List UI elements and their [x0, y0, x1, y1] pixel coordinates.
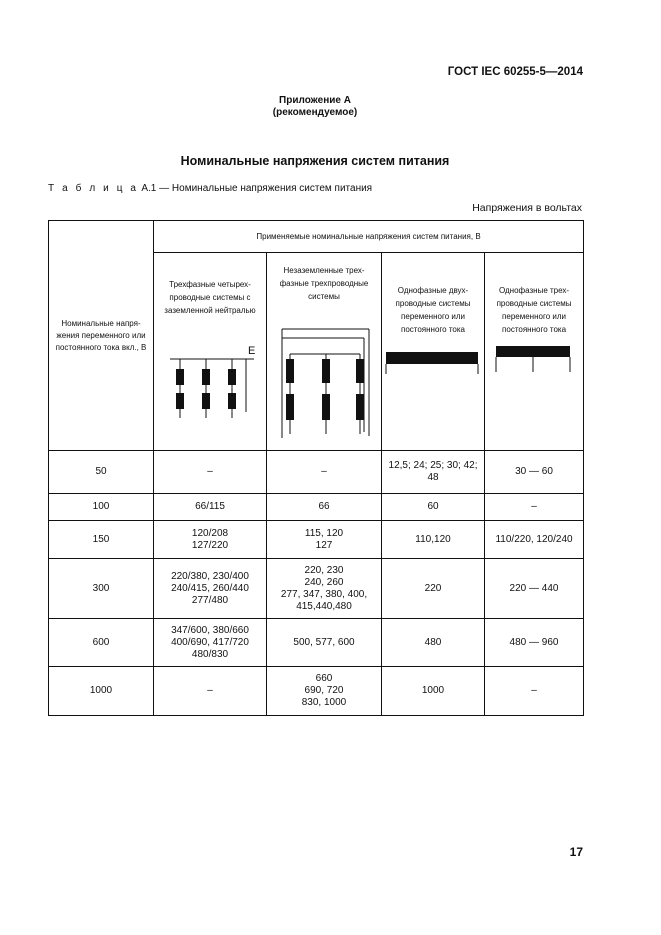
cell-single-phase-two-wire: 480 [382, 619, 485, 667]
cell-three-phase-four-wire: – [154, 451, 267, 494]
cell-three-phase-four-wire: 120/208 127/220 [154, 521, 267, 559]
cell-three-phase-three-wire: 220, 230 240, 260 277, 347, 380, 400, 415,440,480 [267, 559, 382, 619]
cell-three-phase-four-wire: 66/115 [154, 494, 267, 521]
table-row [49, 667, 584, 716]
table-caption-prefix: Т а б л и ц а [48, 183, 139, 194]
column-title: Трехфазные четырех-проводные системы с заземленной нейтралью [164, 280, 256, 315]
cell-three-phase-three-wire: 660 690, 720 830, 1000 [267, 667, 382, 716]
table-row [49, 559, 584, 619]
page-number: 17 [569, 845, 583, 859]
cell-single-phase-three-wire: 110/220, 120/240 [485, 521, 584, 559]
earth-label: E [248, 345, 256, 357]
header-nominal-voltage: Номинальные напря-жения переменного или постоянного тока вкл., В [49, 221, 154, 451]
cell-nominal: 150 [49, 521, 154, 559]
cell-single-phase-two-wire: 110,120 [382, 521, 485, 559]
appendix-subtitle: (рекомендуемое) [272, 107, 358, 118]
document-code: ГОСТ IEC 60255-5—2014 [447, 66, 583, 78]
units-note: Напряжения в вольтах [472, 202, 582, 214]
voltage-table [48, 220, 584, 716]
table-row [49, 451, 584, 494]
cell-three-phase-three-wire: – [267, 451, 382, 494]
header-three-phase-three-wire [267, 253, 382, 451]
header-applied-voltages: Применяемые номинальные напряжения систем питания, В [154, 221, 584, 253]
header-single-phase-three-wire [485, 253, 584, 451]
cell-single-phase-two-wire: 1000 [382, 667, 485, 716]
cell-single-phase-two-wire: 12,5; 24; 25; 30; 42; 48 [382, 451, 485, 494]
cell-nominal: 50 [49, 451, 154, 494]
cell-three-phase-four-wire: 347/600, 380/660 400/690, 417/720 480/830 [154, 619, 267, 667]
column-title: Однофазные двух-проводные системы переменного или постоянного тока [395, 286, 471, 334]
cell-nominal: 600 [49, 619, 154, 667]
cell-three-phase-three-wire: 115, 120 127 [267, 521, 382, 559]
table-caption-text: А.1 — Номинальные напряжения систем питания [141, 183, 373, 194]
cell-single-phase-three-wire: 220 — 440 [485, 559, 584, 619]
table-row [49, 521, 584, 559]
cell-single-phase-three-wire: 480 — 960 [485, 619, 584, 667]
appendix-title: Приложение А [279, 95, 351, 106]
table-row [49, 494, 584, 521]
column-title: Однофазные трех-проводные системы переменного или постоянного тока [496, 286, 572, 334]
cell-nominal: 1000 [49, 667, 154, 716]
cell-nominal: 100 [49, 494, 154, 521]
cell-single-phase-three-wire: 30 — 60 [485, 451, 584, 494]
cell-single-phase-three-wire: – [485, 494, 584, 521]
cell-single-phase-two-wire: 60 [382, 494, 485, 521]
cell-three-phase-three-wire: 66 [267, 494, 382, 521]
three-phase-four-wire-diagram [160, 338, 260, 430]
cell-nominal: 300 [49, 559, 154, 619]
table-row [49, 619, 584, 667]
single-phase-three-wire-diagram [489, 344, 579, 424]
single-phase-two-wire-diagram [384, 344, 482, 424]
cell-three-phase-four-wire: – [154, 667, 267, 716]
cell-three-phase-three-wire: 500, 577, 600 [267, 619, 382, 667]
cell-single-phase-two-wire: 220 [382, 559, 485, 619]
table-caption [48, 183, 372, 194]
section-title: Номинальные напряжения систем питания [180, 154, 450, 168]
header-single-phase-two-wire [382, 253, 485, 451]
three-phase-three-wire-diagram [272, 324, 376, 444]
column-title: Незаземленные трех-фазные трехпроводные системы [279, 266, 369, 301]
cell-three-phase-four-wire: 220/380, 230/400 240/415, 260/440 277/480 [154, 559, 267, 619]
cell-single-phase-three-wire: – [485, 667, 584, 716]
header-three-phase-four-wire [154, 253, 267, 451]
